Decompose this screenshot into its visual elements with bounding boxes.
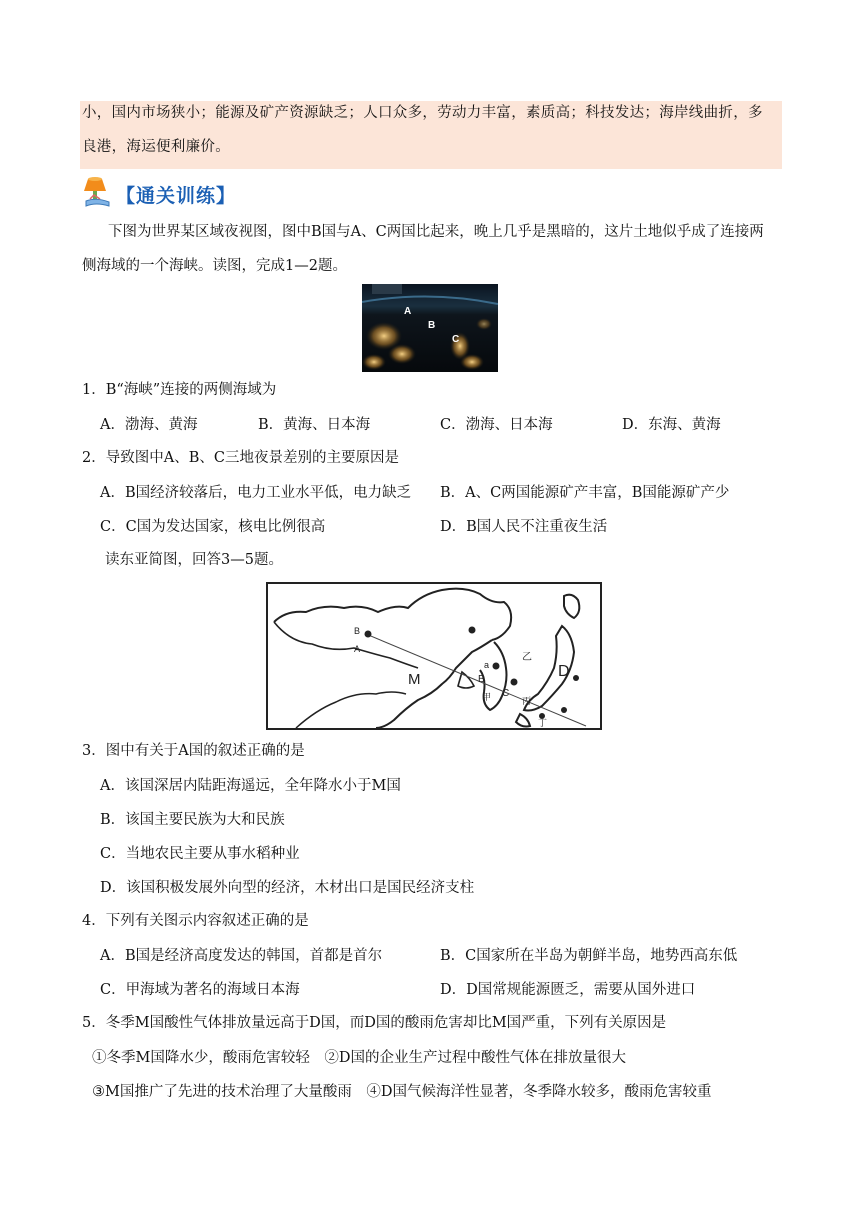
- passage-2: 读东亚简图，回答3—5题。: [105, 552, 283, 568]
- night-label-b: B: [428, 320, 436, 331]
- map-label-ding: 丁: [538, 718, 548, 728]
- book-lamp-icon: [82, 175, 112, 213]
- passage-1-line-2: 侧海域的一个海峡。读图，完成1—2题。: [82, 258, 347, 274]
- map-label-a: A: [354, 644, 361, 654]
- q3-option-b: B．该国主要民族为大和民族: [100, 812, 285, 828]
- q1-option-a: A．渤海、黄海: [100, 417, 198, 433]
- map-label-bing: 丙: [522, 696, 532, 706]
- q3-option-c: C．当地农民主要从事水稻种业: [100, 846, 300, 862]
- q4-option-c: C．甲海域为著名的海域日本海: [100, 982, 300, 998]
- q5-stem: 5．冬季M国酸性气体排放量远高于D国，而D国的酸雨危害却比M国严重，下列有关原因是: [82, 1015, 667, 1031]
- night-label-a: A: [404, 306, 412, 317]
- map-label-d: D: [558, 663, 570, 680]
- q2-option-b: B．A、C两国能源矿产丰富，B国能源矿产少: [440, 485, 730, 501]
- q1-stem: 1．B“海峡”连接的两侧海域为: [82, 382, 277, 398]
- map-label-c: C: [502, 688, 510, 699]
- section-heading: [82, 176, 236, 212]
- q3-option-d: D．该国积极发展外向型的经济，木材出口是国民经济支柱: [100, 880, 475, 896]
- q2-option-c: C．C国为发达国家，核电比例很高: [100, 519, 326, 535]
- section-title: 【通关训练】: [116, 184, 237, 207]
- map-label-yi: 乙: [522, 652, 532, 663]
- intro-line-2: 良港，海运便利廉价。: [82, 139, 230, 155]
- night-satellite-image: [362, 284, 498, 372]
- q2-stem: 2．导致图中A、B、C三地夜景差别的主要原因是: [82, 450, 399, 466]
- q4-option-d: D．D国常规能源匮乏，需要从国外进口: [440, 982, 696, 998]
- q2-option-d: D．B国人民不注重夜生活: [440, 519, 608, 535]
- q4-option-a: A．B国是经济高度发达的韩国，首都是首尔: [100, 948, 383, 964]
- q2-option-a: A．B国经济较落后，电力工业水平低，电力缺乏: [100, 485, 412, 501]
- q1-option-b: B．黄海、日本海: [258, 417, 371, 433]
- intro-line-1: 小，国内市场狭小；能源及矿产资源缺乏；人口众多，劳动力丰富，素质高；科技发达；海岸线曲折，多: [82, 105, 763, 121]
- map-label-m: M: [408, 671, 421, 688]
- east-asia-map: [266, 582, 602, 730]
- q1-option-c: C．渤海、日本海: [440, 417, 553, 433]
- passage-1-line-1: 下图为世界某区域夜视图，图中B国与A、C两国比起来，晚上几乎是黑暗的，这片土地似乎成了连接两: [108, 224, 764, 240]
- map-label-lower-b: a: [484, 660, 490, 670]
- q4-stem: 4．下列有关图示内容叙述正确的是: [82, 913, 309, 929]
- q3-stem: 3．图中有关于A国的叙述正确的是: [82, 743, 305, 759]
- q5-statement-line-1: ①冬季M国降水少，酸雨危害较轻 ②D国的企业生产过程中酸性气体在排放量很大: [92, 1050, 626, 1066]
- map-label-jia: 甲: [482, 692, 492, 702]
- q4-option-b: B．C国家所在半岛为朝鲜半岛，地势西高东低: [440, 948, 738, 964]
- q5-statement-line-2: ③M国推广了先进的技术治理了大量酸雨 ④D国气候海洋性显著，冬季降水较多，酸雨危害较重: [92, 1084, 712, 1100]
- map-label-big-b: B: [478, 674, 485, 685]
- night-label-c: C: [452, 334, 460, 345]
- q1-option-d: D．东海、黄海: [622, 417, 721, 433]
- q3-option-a: A．该国深居内陆距海遥远，全年降水小于M国: [100, 778, 401, 794]
- map-label-b-small: B: [354, 626, 361, 636]
